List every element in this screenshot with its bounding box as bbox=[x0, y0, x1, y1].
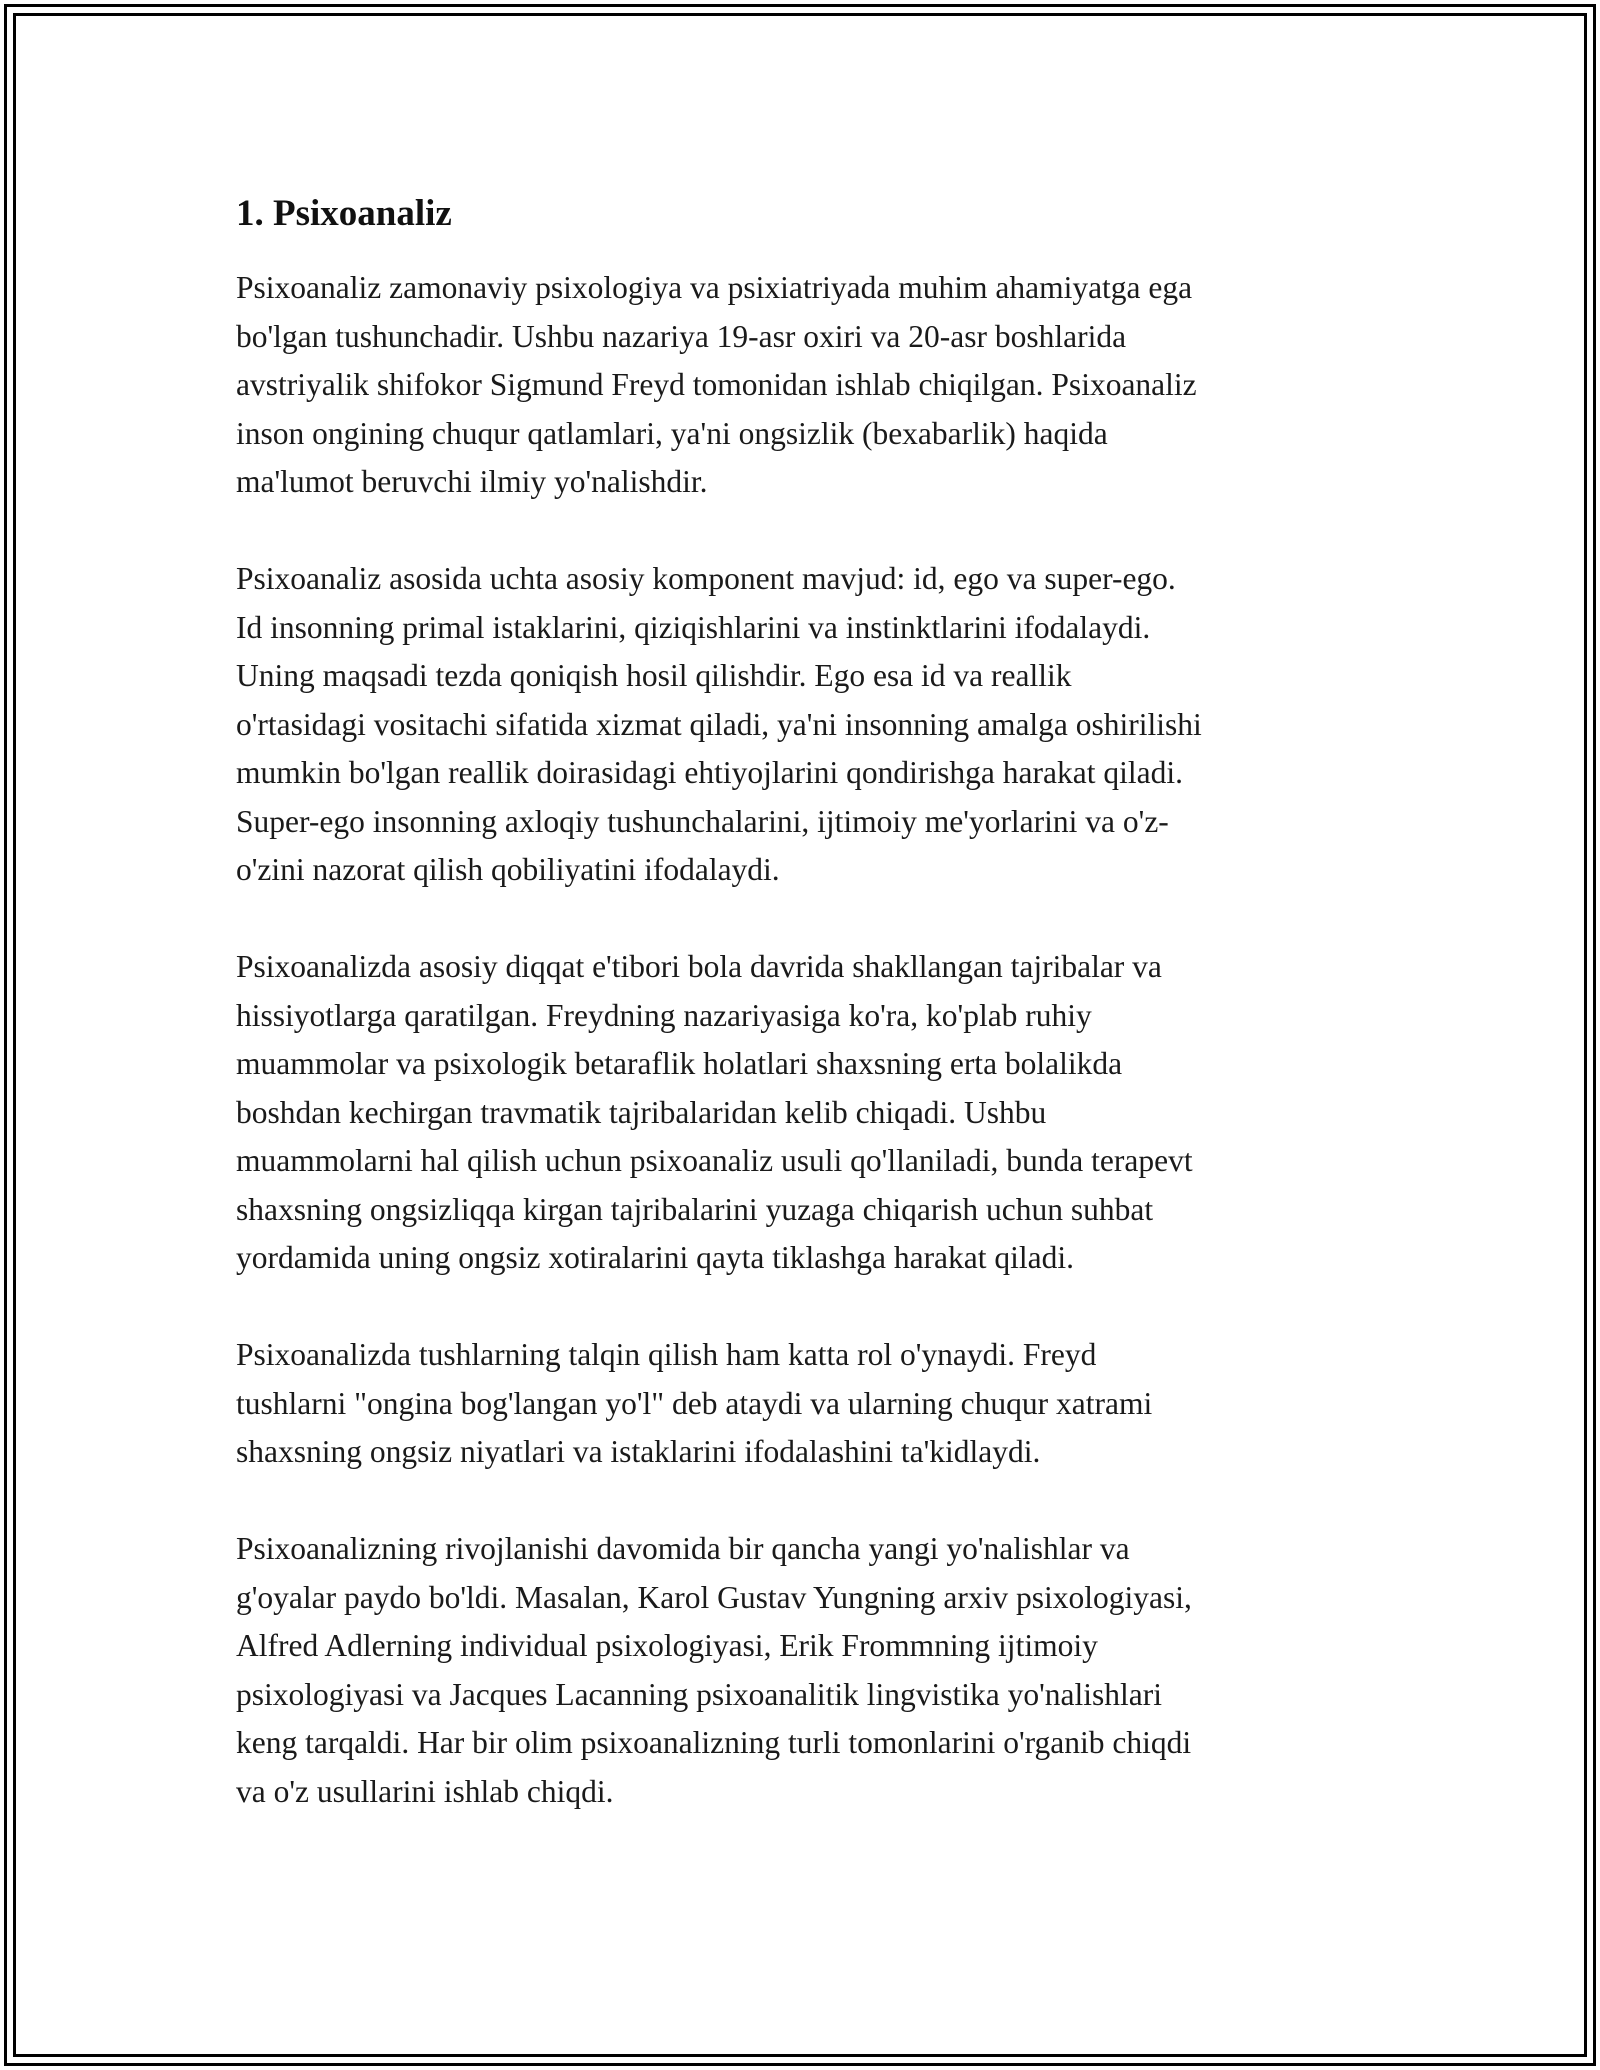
section-heading: 1. Psixoanaliz bbox=[236, 193, 452, 234]
document-body bbox=[236, 190, 1366, 1865]
paragraph-intro: Psixoanaliz zamonaviy psixologiya va psixiatriyada muhim ahamiyatga ega bo'lgan tushunchadir. Ushbu nazariya 19-asr oxiri va 20-asr boshlarida avstriyalik shifokor Sigmund Freyd tomonidan ishlab chiqilgan. Psixoanaliz inson ongining chuqur qatlamlari, ya'ni ongsizlik (bexabarlik) haqida ma'lumot beruvchi ilmiy yo'nalishdir. bbox=[236, 270, 1197, 499]
paragraph-dreams: Psixoanalizda tushlarning talqin qilish ham katta rol o'ynaydi. Freyd tushlarni "ongina bog'langan yo'l" deb ataydi va ularning chuqur xatrami shaxsning ongsiz niyatlari va istaklarini ifodalashini ta'kidlaydi. bbox=[236, 1337, 1153, 1469]
paragraph-components: Psixoanaliz asosida uchta asosiy komponent mavjud: id, ego va super-ego. Id insonning primal istaklarini, qiziqishlarini va instinktlarini ifodalaydi. Uning maqsadi tezda qoniqish hosil qilishdir. Ego esa id va reallik o'rtasidagi vositachi sifatida xizmat qiladi, ya'ni insonning amalga oshirilishi mumkin bo'lgan reallik doirasidagi ehtiyojlarini qondirishga harakat qiladi. Super-ego insonning axloqiy tushunchalarini, ijtimoiy me'yorlarini va o'z- o'zini nazorat qilish qobiliyatini ifodalaydi. bbox=[236, 561, 1202, 887]
paragraph-development: Psixoanalizning rivojlanishi davomida bir qancha yangi yo'nalishlar va g'oyalar paydo bo'ldi. Masalan, Karol Gustav Yungning arxiv psixologiyasi, Alfred Adlerning individual psixologiyasi, Erik Frommning ijtimoiy psixologiyasi va Jacques Lacanning psixoanalitik lingvistika yo'nalishlari keng tarqaldi. Har bir olim psixoanalizning turli tomonlarini o'rganib chiqdi va o'z usullarini ishlab chiqdi. bbox=[236, 1531, 1192, 1809]
paragraph-childhood: Psixoanalizda asosiy diqqat e'tibori bola davrida shakllangan tajribalar va hissiyotlarga qaratilgan. Freydning nazariyasiga ko'ra, ko'plab ruhiy muammolar va psixologik betaraflik holatlari shaxsning erta bolalikda boshdan kechirgan travmatik tajribalaridan kelib chiqadi. Ushbu muammolarni hal qilish uchun psixoanaliz usuli qo'llaniladi, bunda terapevt shaxsning ongsizliqqa kirgan tajribalarini yuzaga chiqarish uchun suhbat yordamida uning ongsiz xotiralarini qayta tiklashga harakat qiladi. bbox=[236, 949, 1193, 1275]
